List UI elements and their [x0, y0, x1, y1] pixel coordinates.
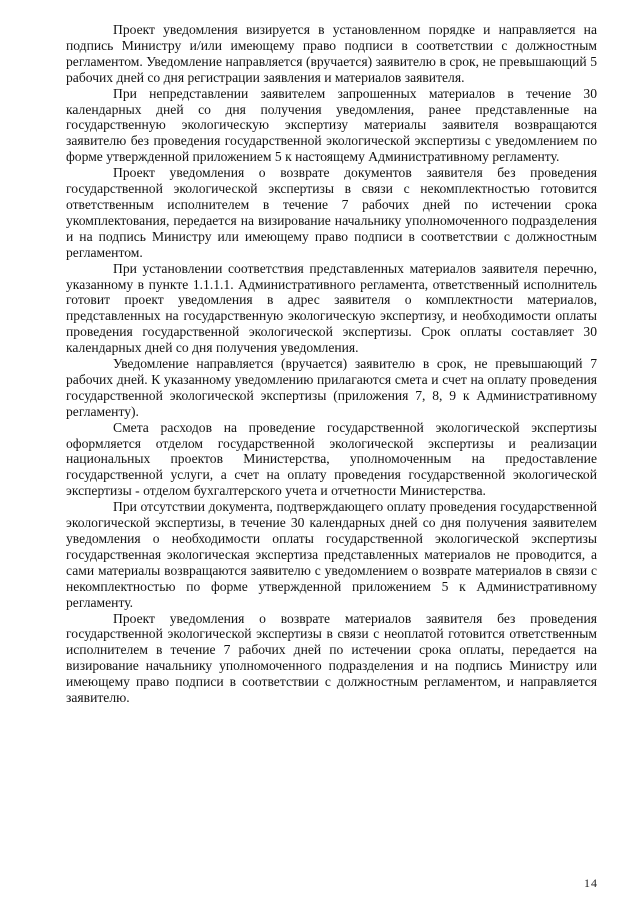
- paragraph: При непредставлении заявителем запрошенных материалов в течение 30 календарных дней со дня получения уведомления, ранее представленные на государственную экологическую экспертизу материалы заявителя возвращаются заявителю без проведения государственной экологической экспертизы с уведомлением по форме утвержденной приложением 5 к настоящему Административному регламенту.: [66, 85, 597, 165]
- paragraph: Проект уведомления визируется в установленном порядке и направляется на подпись Министру и/или имеющему право подписи в соответствии с должностным регламентом. Уведомление направляется (вручается) заявителю в срок, не превышающий 5 рабочих дней со дня регистрации заявления и материалов заявителя.: [66, 22, 597, 85]
- paragraph: При отсутствии документа, подтверждающего оплату проведения государственной экологической экспертизы, в течение 30 календарных дней со дня получения заявителем уведомления о необходимости оплаты государственной экологической экспертизы государственная экологическая экспертиза представленных материалов не проводится, а сами материалы возвращаются заявителю с уведомлением о возврате материалов в связи с некомплектностью по форме утвержденной приложением 5 к Административному регламенту.: [66, 499, 597, 610]
- paragraph: При установлении соответствия представленных материалов заявителя перечню, указанному в пункте 1.1.1.1. Административного регламента, ответственный исполнитель готовит проект уведомления в адрес заявителя о комплектности материалов, представленных на государственную экологическую экспертизу, и необходимости оплаты проведения государственной экологической экспертизы. Срок оплаты составляет 30 календарных дней со дня получения уведомления.: [66, 260, 597, 356]
- paragraph: Смета расходов на проведение государственной экологической экспертизы оформляется отделом государственной экологической экспертизы и реализации национальных проектов Министерства, уполномоченным на предоставление государственной услуги, а счет на оплату проведения государственной экологической экспертизы - отделом бухгалтерского учета и отчетности Министерства.: [66, 419, 597, 499]
- paragraph: Уведомление направляется (вручается) заявителю в срок, не превышающий 7 рабочих дней. К указанному уведомлению прилагаются смета и счет на оплату проведения государственной экологической экспертизы (приложения 7, 8, 9 к Административному регламенту).: [66, 356, 597, 419]
- paragraph: Проект уведомления о возврате материалов заявителя без проведения государственной экологической экспертизы в связи с неоплатой готовится ответственным исполнителем в течение 7 рабочих дней по истечении срока оплаты, передается на визирование начальнику уполномоченного подразделения и на подпись Министру или имеющему право подписи в соответствии с должностным регламентом, и направляется заявителю.: [66, 610, 597, 706]
- page-number: 14: [584, 876, 598, 890]
- paragraph: Проект уведомления о возврате документов заявителя без проведения государственной экологической экспертизы в связи с некомплектностью готовится ответственным исполнителем в течение 7 рабочих дней по истечении срока укомплектования, передается на визирование начальнику уполномоченного подразделения и на подпись Министру или имеющему право подписи в соответствии с должностным регламентом.: [66, 165, 597, 260]
- document-body: [66, 22, 597, 706]
